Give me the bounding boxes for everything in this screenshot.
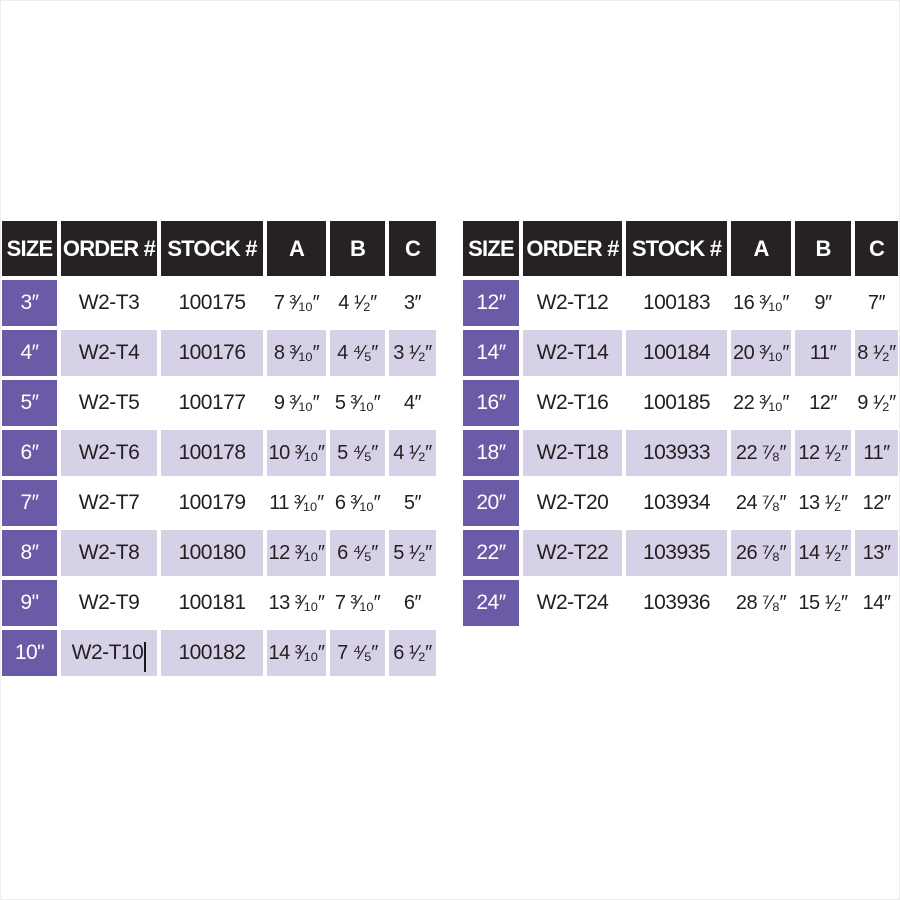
order-number-cell: W2-T8 bbox=[61, 530, 157, 576]
dim-a-cell: 10 ³⁄₁₀″ bbox=[267, 430, 326, 476]
dim-c-cell: 5″ bbox=[389, 480, 436, 526]
dim-b-cell: 13 ¹⁄₂″ bbox=[795, 480, 851, 526]
size-cell: 9" bbox=[2, 580, 57, 626]
order-number-cell: W2-T12 bbox=[523, 280, 622, 326]
size-cell: 22″ bbox=[463, 530, 519, 576]
stock-number-cell: 100177 bbox=[161, 380, 263, 426]
dim-a-cell: 22 ³⁄₁₀″ bbox=[731, 380, 791, 426]
size-cell: 12″ bbox=[463, 280, 519, 326]
size-cell: 4″ bbox=[2, 330, 57, 376]
stock-number-cell: 100181 bbox=[161, 580, 263, 626]
dim-a-cell: 12 ³⁄₁₀″ bbox=[267, 530, 326, 576]
stock-number-cell: 100176 bbox=[161, 330, 263, 376]
stock-number-cell: 100183 bbox=[626, 280, 727, 326]
dim-a-cell: 22 ⁷⁄₈″ bbox=[731, 430, 791, 476]
order-number-cell: W2-T7 bbox=[61, 480, 157, 526]
dim-b-cell: 11″ bbox=[795, 330, 851, 376]
size-cell: 3″ bbox=[2, 280, 57, 326]
dim-b-cell: 12″ bbox=[795, 380, 851, 426]
stock-number-cell: 100178 bbox=[161, 430, 263, 476]
order-number-cell: W2-T18 bbox=[523, 430, 622, 476]
stock-number-cell: 103934 bbox=[626, 480, 727, 526]
dim-c-cell: 7″ bbox=[855, 280, 898, 326]
column-header-size: SIZE bbox=[2, 221, 57, 276]
dim-a-cell: 24 ⁷⁄₈″ bbox=[731, 480, 791, 526]
dim-c-cell: 3 ¹⁄₂″ bbox=[389, 330, 436, 376]
dim-b-cell: 7 ³⁄₁₀″ bbox=[330, 580, 385, 626]
dim-c-cell: 11″ bbox=[855, 430, 898, 476]
dim-b-cell: 6 ³⁄₁₀″ bbox=[330, 480, 385, 526]
size-cell: 14″ bbox=[463, 330, 519, 376]
order-number-cell: W2-T4 bbox=[61, 330, 157, 376]
column-header-dim-b: B bbox=[795, 221, 851, 276]
size-chart-table-12-24 bbox=[463, 221, 898, 626]
size-cell: 10" bbox=[2, 630, 57, 676]
dim-a-cell: 16 ³⁄₁₀″ bbox=[731, 280, 791, 326]
stock-number-cell: 100175 bbox=[161, 280, 263, 326]
size-cell: 16″ bbox=[463, 380, 519, 426]
order-number-cell: W2-T3 bbox=[61, 280, 157, 326]
size-chart-table-3-10 bbox=[2, 221, 436, 676]
dim-c-cell: 4″ bbox=[389, 380, 436, 426]
dim-a-cell: 26 ⁷⁄₈″ bbox=[731, 530, 791, 576]
dim-a-cell: 28 ⁷⁄₈″ bbox=[731, 580, 791, 626]
dim-b-cell: 14 ¹⁄₂″ bbox=[795, 530, 851, 576]
size-cell: 6″ bbox=[2, 430, 57, 476]
dim-c-cell: 6″ bbox=[389, 580, 436, 626]
column-header-size: SIZE bbox=[463, 221, 519, 276]
dim-b-cell: 4 ¹⁄₂″ bbox=[330, 280, 385, 326]
dim-b-cell: 4 ⁴⁄₅″ bbox=[330, 330, 385, 376]
column-header-dim-b: B bbox=[330, 221, 385, 276]
stock-number-cell: 103936 bbox=[626, 580, 727, 626]
dim-a-cell: 8 ³⁄₁₀″ bbox=[267, 330, 326, 376]
dim-b-cell: 7 ⁴⁄₅″ bbox=[330, 630, 385, 676]
dim-a-cell: 14 ³⁄₁₀″ bbox=[267, 630, 326, 676]
column-header-stock: STOCK # bbox=[161, 221, 263, 276]
size-cell: 24″ bbox=[463, 580, 519, 626]
order-number-cell: W2-T16 bbox=[523, 380, 622, 426]
dim-a-cell: 20 ³⁄₁₀″ bbox=[731, 330, 791, 376]
stock-number-cell: 100182 bbox=[161, 630, 263, 676]
dim-b-cell: 15 ¹⁄₂″ bbox=[795, 580, 851, 626]
dim-c-cell: 6 ¹⁄₂″ bbox=[389, 630, 436, 676]
column-header-dim-c: C bbox=[389, 221, 436, 276]
dim-b-cell: 6 ⁴⁄₅″ bbox=[330, 530, 385, 576]
dim-c-cell: 9 ¹⁄₂″ bbox=[855, 380, 898, 426]
order-number-cell: W2-T14 bbox=[523, 330, 622, 376]
dim-b-cell: 5 ³⁄₁₀″ bbox=[330, 380, 385, 426]
dim-c-cell: 5 ¹⁄₂″ bbox=[389, 530, 436, 576]
order-number-cell: W2-T22 bbox=[523, 530, 622, 576]
size-cell: 8″ bbox=[2, 530, 57, 576]
dim-c-cell: 12″ bbox=[855, 480, 898, 526]
column-header-stock: STOCK # bbox=[626, 221, 727, 276]
size-cell: 18″ bbox=[463, 430, 519, 476]
column-header-dim-a: A bbox=[267, 221, 326, 276]
stock-number-cell: 100179 bbox=[161, 480, 263, 526]
order-number-cell: W2-T9 bbox=[61, 580, 157, 626]
dim-b-cell: 12 ¹⁄₂″ bbox=[795, 430, 851, 476]
order-number-cell: W2-T6 bbox=[61, 430, 157, 476]
size-cell: 5″ bbox=[2, 380, 57, 426]
stock-number-cell: 100184 bbox=[626, 330, 727, 376]
stock-number-cell: 100180 bbox=[161, 530, 263, 576]
dim-b-cell: 5 ⁴⁄₅″ bbox=[330, 430, 385, 476]
column-header-dim-c: C bbox=[855, 221, 898, 276]
dim-a-cell: 9 ³⁄₁₀″ bbox=[267, 380, 326, 426]
stock-number-cell: 103935 bbox=[626, 530, 727, 576]
dim-c-cell: 3″ bbox=[389, 280, 436, 326]
dim-b-cell: 9″ bbox=[795, 280, 851, 326]
dim-a-cell: 7 ³⁄₁₀″ bbox=[267, 280, 326, 326]
text-cursor bbox=[144, 642, 146, 672]
dim-c-cell: 8 ¹⁄₂″ bbox=[855, 330, 898, 376]
size-cell: 7″ bbox=[2, 480, 57, 526]
dim-a-cell: 11 ³⁄₁₀″ bbox=[267, 480, 326, 526]
stock-number-cell: 103933 bbox=[626, 430, 727, 476]
dim-c-cell: 14″ bbox=[855, 580, 898, 626]
order-number-cell: W2-T5 bbox=[61, 380, 157, 426]
dim-c-cell: 4 ¹⁄₂″ bbox=[389, 430, 436, 476]
order-number-cell: W2-T24 bbox=[523, 580, 622, 626]
dim-a-cell: 13 ³⁄₁₀″ bbox=[267, 580, 326, 626]
order-number-cell[interactable]: W2-T10 bbox=[61, 630, 157, 676]
stock-number-cell: 100185 bbox=[626, 380, 727, 426]
dim-c-cell: 13″ bbox=[855, 530, 898, 576]
size-cell: 20″ bbox=[463, 480, 519, 526]
column-header-order: ORDER # bbox=[61, 221, 157, 276]
column-header-dim-a: A bbox=[731, 221, 791, 276]
column-header-order: ORDER # bbox=[523, 221, 622, 276]
order-number-cell: W2-T20 bbox=[523, 480, 622, 526]
